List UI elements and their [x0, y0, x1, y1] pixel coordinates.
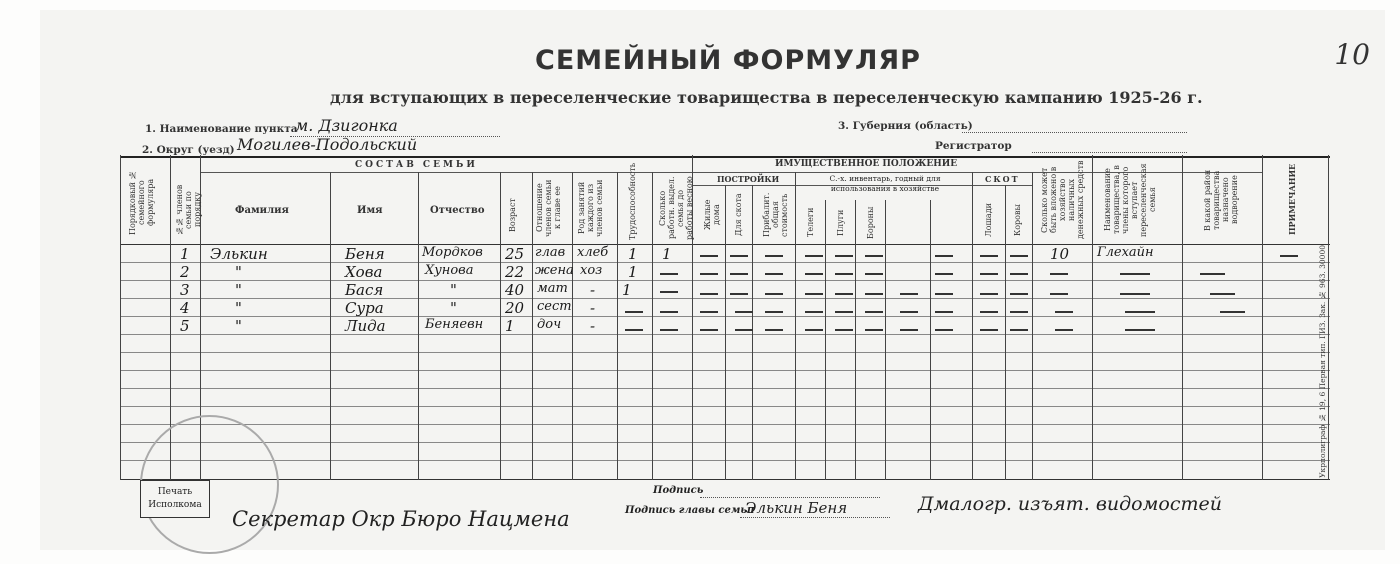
col-member-no: №№ членов семьи по порядку [175, 184, 202, 236]
dash-mark [865, 329, 883, 331]
dash-mark [865, 273, 883, 275]
col-line [855, 200, 856, 480]
dash-mark [1055, 329, 1073, 331]
dash-mark [1010, 273, 1028, 275]
dash-mark [735, 329, 753, 331]
dash-mark [765, 311, 783, 313]
dash-mark [980, 311, 998, 313]
row4-no: 4 [180, 299, 190, 317]
dash-mark [765, 293, 783, 295]
col-line [120, 155, 121, 480]
col-line [330, 172, 331, 480]
col-age: Возраст [508, 198, 517, 232]
col-line [652, 172, 653, 480]
dash-mark [865, 255, 883, 257]
row5-relation: доч [537, 317, 562, 332]
dash-mark [1210, 293, 1235, 295]
item1-label: 1. Наименование пункта [145, 123, 298, 135]
dash-mark [980, 273, 998, 275]
item2-label: 2. Округ (уезд) [142, 144, 235, 156]
row2-trade: хоз [580, 263, 603, 278]
col-line [418, 172, 419, 480]
dash-mark [935, 293, 953, 295]
dash-mark [1010, 329, 1028, 331]
dash-mark [805, 255, 823, 257]
dash-mark [700, 329, 718, 331]
row5-no: 5 [180, 317, 190, 335]
dash-mark [1120, 273, 1150, 275]
dash-mark [1050, 293, 1068, 295]
col-line [752, 185, 753, 480]
dash-mark [835, 311, 853, 313]
row1-surname: Элькин [210, 245, 268, 263]
row1-patronymic: Мордков [422, 245, 483, 260]
dash-mark [835, 255, 853, 257]
col-partnership: Наименование товарищества, в члены которого вступает переселенческая семья [1103, 163, 1157, 237]
dash-mark [900, 293, 918, 295]
item3-label: 3. Губерния (область) [838, 120, 973, 132]
dash-mark [835, 273, 853, 275]
col-money: Сколько может быть вложено в хозяйство наличных денежных средств [1040, 160, 1085, 240]
form-subtitle: для вступающих в переселенческие товарищества в переселенческую кампанию 1925-26 г. [330, 88, 1203, 107]
row5-surname: " [235, 317, 242, 335]
dash-mark [660, 273, 678, 275]
dash-mark [1010, 255, 1028, 257]
literacy-note: Дмалогр. изъят. видомостей [918, 493, 1222, 515]
col-line [725, 185, 726, 480]
col-line [532, 172, 533, 480]
signature-line [700, 497, 880, 498]
dash-mark [730, 293, 748, 295]
col-line [1032, 172, 1033, 480]
group-property-header: ИМУЩЕСТВЕННОЕ ПОЛОЖЕНИЕ [775, 159, 958, 169]
dash-mark [935, 273, 953, 275]
dash-mark [765, 255, 783, 257]
dash-mark [935, 311, 953, 313]
head-signature-label: Подпись главы семьи [625, 505, 755, 516]
dash-mark [935, 255, 953, 257]
col-cows: Коровы [1013, 204, 1022, 236]
table-top-border [120, 156, 1330, 158]
row2-surname: " [235, 263, 242, 281]
dash-mark [835, 329, 853, 331]
dash-mark [700, 311, 718, 313]
row3-patronymic: " [450, 281, 457, 299]
registrar-label: Регистратор [935, 140, 1012, 152]
col-line [1092, 155, 1093, 480]
seal-label-line1: Печать [157, 487, 193, 497]
row4-surname: " [235, 299, 242, 317]
col-plows: Плуги [836, 209, 845, 236]
dash-mark [700, 255, 718, 257]
col-cattle-sheds: Для скота [734, 193, 743, 237]
row2-ability: 1 [628, 263, 638, 281]
row5-patronymic: Беняевн [425, 317, 484, 332]
row2-age: 22 [505, 263, 525, 281]
dash-mark [805, 311, 823, 313]
col-line [795, 172, 796, 480]
dash-mark [765, 273, 783, 275]
dash-mark [765, 329, 783, 331]
row1-money: 10 [1050, 245, 1070, 263]
dash-mark [700, 293, 718, 295]
row3-trade: - [590, 281, 596, 299]
item1-value: м. Дзигонка [295, 116, 398, 135]
col-line [825, 200, 826, 480]
dash-mark [1220, 311, 1245, 313]
dash-mark [980, 329, 998, 331]
row1-age: 25 [505, 245, 525, 263]
dash-mark [700, 273, 718, 275]
col-line [617, 172, 618, 480]
col-notes: ПРИМЕЧАНИЕ [1287, 163, 1297, 235]
row2-no: 2 [180, 263, 190, 281]
col-patronymic: Отчество [430, 205, 485, 216]
row3-age: 40 [505, 281, 525, 299]
secretary-signature: Секретар Окр Бюро Нацмена [232, 507, 570, 531]
group-family-header: СОСТАВ СЕМЬИ [355, 160, 478, 170]
dash-mark [805, 329, 823, 331]
dash-mark [1050, 273, 1068, 275]
dash-mark [805, 293, 823, 295]
dash-mark [805, 273, 823, 275]
dash-mark [660, 329, 678, 331]
row4-trade: - [590, 299, 596, 317]
row5-age: 1 [505, 317, 515, 335]
col-ability: Трудоспособность [628, 162, 637, 240]
col-line [1328, 155, 1329, 480]
col-line [930, 200, 931, 480]
group-property-line [692, 172, 1262, 173]
dash-mark [1055, 311, 1073, 313]
head-signature-value: Элькин Беня [745, 499, 848, 517]
col-horses: Лошади [984, 203, 993, 237]
group-family-line [200, 172, 692, 173]
col-region: В какой район товарищества назначено водворение [1203, 169, 1239, 231]
dash-mark [1010, 311, 1028, 313]
dash-mark [865, 311, 883, 313]
row1-ability: 1 [628, 245, 638, 263]
row2-patronymic: Хунова [425, 263, 474, 278]
seal-label-line2: Исполкома [148, 500, 202, 510]
dash-mark [1200, 273, 1225, 275]
row3-no: 3 [180, 281, 190, 299]
col-line [572, 172, 573, 480]
row5-name: Лида [345, 317, 386, 335]
dash-mark [1125, 329, 1155, 331]
printer-imprint: Укрполиграф № 19, 6 Первая тип. ГИЗ. Зак. № 963. 30000 [1318, 245, 1327, 478]
row4-name: Сура [345, 299, 384, 317]
row2-name: Хова [345, 263, 383, 281]
page-number: 10 [1334, 38, 1370, 71]
dash-mark [980, 293, 998, 295]
dash-mark [865, 293, 883, 295]
dash-mark [835, 293, 853, 295]
col-relation: Отношение членов семьи к главе ее [535, 179, 562, 237]
registrar-line [1032, 152, 1187, 153]
row3-ability: 1 [622, 281, 632, 299]
row2-relation: жена [535, 263, 574, 278]
col-line [1262, 155, 1263, 480]
seal-placeholder-box [140, 480, 210, 518]
col-family-no: Порядковый № семейного формуляра [128, 170, 155, 235]
col-line [1005, 185, 1006, 480]
col-line [500, 172, 501, 480]
row4-relation: сест [537, 299, 572, 314]
dash-mark [1010, 293, 1028, 295]
dash-mark [735, 311, 753, 313]
row1-workers: 1 [662, 245, 672, 263]
row3-name: Бася [345, 281, 384, 299]
form-title: СЕМЕЙНЫЙ ФОРМУЛЯР [535, 45, 921, 76]
col-harrows: Бороны [866, 206, 875, 239]
row5-trade: - [590, 317, 596, 335]
row1-no: 1 [180, 245, 190, 263]
dash-mark [1120, 293, 1150, 295]
row1-partnership: Глехайн [1097, 245, 1154, 260]
dash-mark [625, 311, 643, 313]
col-name: Имя [357, 205, 383, 216]
row4-patronymic: " [450, 299, 457, 317]
col-carts: Телеги [806, 207, 815, 238]
item3-line [962, 132, 1187, 133]
dash-mark [730, 255, 748, 257]
col-workers: Сколько работн. выдел. семья до работы весною [658, 176, 694, 240]
col-surname: Фамилия [235, 205, 289, 216]
col-trade: Род занятий каждого из членов семьи [577, 179, 604, 237]
row1-trade: хлеб [577, 245, 609, 260]
col-line [885, 200, 886, 480]
col-outbuildings: Прибалит. общая стоимость [762, 192, 789, 238]
col-houses: Жилые дома [703, 199, 721, 231]
dash-mark [660, 311, 678, 313]
dash-mark [1280, 255, 1298, 257]
head-signature-line [740, 517, 890, 518]
col-line [1182, 155, 1183, 480]
dash-mark [900, 329, 918, 331]
row1-relation: глав [535, 245, 566, 260]
row4-age: 20 [505, 299, 525, 317]
row3-relation: мат [537, 281, 568, 296]
col-line [972, 172, 973, 480]
dash-mark [900, 311, 918, 313]
dash-mark [625, 329, 643, 331]
row1-name: Беня [345, 245, 385, 263]
row3-surname: " [235, 281, 242, 299]
group-cattle-header: СКОТ [985, 174, 1020, 184]
dash-mark [660, 291, 678, 293]
signature-label: Подпись [653, 485, 704, 496]
dash-mark [935, 329, 953, 331]
dash-mark [980, 255, 998, 257]
item2-value: Могилев-Подольский [237, 135, 418, 154]
dash-mark [1125, 311, 1155, 313]
group-buildings-header: ПОСТРОЙКИ [717, 174, 780, 184]
dash-mark [730, 273, 748, 275]
group-inventory-header: С.-х. инвентарь, годный для использования в хозяйстве [829, 174, 941, 193]
